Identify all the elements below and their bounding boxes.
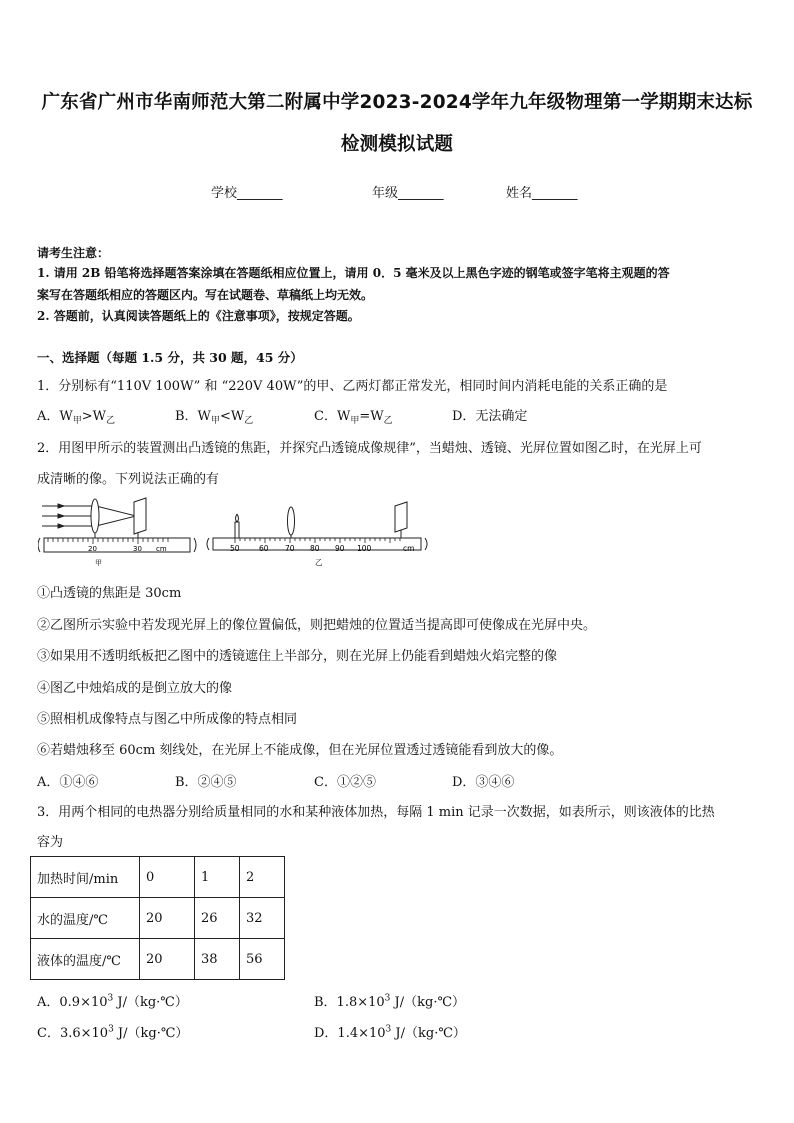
page-title: 广东省广州市华南师范大第二附属中学2023-2024学年九年级物理第一学期期末达标 xyxy=(41,92,753,113)
q2-statement-4: ④图乙中烛焰成的是倒立放大的像 xyxy=(37,681,233,696)
school-field[interactable]: 学校_______ xyxy=(211,186,283,201)
q3-data-table xyxy=(30,856,285,980)
ruler-tick-label: 30 xyxy=(133,545,142,553)
figure-yi xyxy=(205,494,429,570)
notice-item1: 1. 请用 2B 铅笔将选择题答案涂填在答题纸相应位置上，请用 0．5 毫米及以上黑色字迹的钢笔或签字笔将主观题的答 xyxy=(37,266,670,280)
table-cell: 38 xyxy=(195,939,240,980)
q2-option-c[interactable]: C．①②⑤ xyxy=(314,775,376,790)
table-row xyxy=(31,857,285,898)
ruler-tick-label: 60 xyxy=(259,544,269,553)
q2-statement-3: ③如果用不透明纸板把乙图中的透镜遮住上半部分，则在光屏上仍能看到蜡烛火焰完整的像 xyxy=(37,649,558,664)
ruler-tick-label: 20 xyxy=(88,545,97,553)
q2-statement-2: ②乙图所示实验中若发现光屏上的像位置偏低，则把蜡烛的位置适当提高即可使像成在光屏中央。 xyxy=(37,618,597,633)
ruler-unit: cm xyxy=(403,544,415,553)
table-cell: 加热时间/min xyxy=(31,857,140,898)
table-cell: 32 xyxy=(240,898,285,939)
table-row xyxy=(31,898,285,939)
q2-statement-1: ①凸透镜的焦距是 30cm xyxy=(37,586,182,601)
notice-heading: 请考生注意： xyxy=(37,246,110,260)
screen-icon xyxy=(395,502,407,532)
lens-icon xyxy=(91,499,99,533)
lens-icon xyxy=(288,507,295,535)
candle-icon xyxy=(235,522,239,538)
q3-stem-cont: 容为 xyxy=(37,835,64,850)
q2-statement-5: ⑤照相机成像特点与图乙中所成像的特点相同 xyxy=(37,712,298,727)
section-heading: 一、选择题（每题 1.5 分，共 30 题，45 分） xyxy=(37,350,303,365)
q2-option-a[interactable]: A．①④⑥ xyxy=(37,775,99,790)
q3-option-b[interactable]: B．$1.8\times 10^3$ J/（kg·℃） xyxy=(314,993,466,1010)
q2-stem-cont: 成清晰的像。下列说法正确的有 xyxy=(37,472,220,487)
flame-icon xyxy=(236,514,239,522)
table-cell: 2 xyxy=(240,857,285,898)
ruler-tick-label: 80 xyxy=(310,544,320,553)
table-cell: 1 xyxy=(195,857,240,898)
q3-option-a[interactable]: A．$0.9\times 10^3$ J/（kg·℃） xyxy=(37,993,188,1010)
q2-option-b[interactable]: B．②④⑤ xyxy=(175,775,237,790)
name-field[interactable]: 姓名_______ xyxy=(506,186,578,201)
ruler-unit: cm xyxy=(156,545,167,553)
q3-option-c[interactable]: C．$3.6\times 10^3$ J/（kg·℃） xyxy=(37,1024,189,1041)
q1-stem: 1．分别标有“110V 100W” 和 “220V 40W”的甲、乙两灯都正常发光，相同时间内消耗电能的关系正确的是 xyxy=(37,379,668,394)
q1-option-b[interactable]: B．$W_甲<W_乙$ xyxy=(175,409,254,426)
ruler-tick-label: 90 xyxy=(335,544,345,553)
q3-stem: 3．用两个相同的电热器分别给质量相同的水和某种液体加热，每隔 1 min 记录一次数据，如表所示，则该液体的比热 xyxy=(37,805,715,820)
table-cell: 0 xyxy=(140,857,195,898)
table-cell: 20 xyxy=(140,939,195,980)
table-cell: 水的温度/℃ xyxy=(31,898,140,939)
page-title-line2: 检测模拟试题 xyxy=(340,134,454,155)
ruler-tick-label: 70 xyxy=(285,544,295,553)
q2-stem: 2．用图甲所示的装置测出凸透镜的焦距，并探究凸透镜成像规律”，当蜡烛、透镜、光屏位置如图乙时，在光屏上可 xyxy=(37,441,702,456)
table-cell: 26 xyxy=(195,898,240,939)
grade-field[interactable]: 年级_______ xyxy=(372,186,444,201)
ruler-tick-label: 100 xyxy=(357,544,372,553)
q1-option-a[interactable]: A．$W_甲>W_乙$ xyxy=(37,409,116,426)
ruler-tick-label: 50 xyxy=(230,544,240,553)
q1-option-d[interactable]: D．无法确定 xyxy=(452,409,528,424)
notice-item1-cont: 案写在答题纸相应的答题区内。写在试题卷、草稿纸上均无效。 xyxy=(37,288,374,302)
table-cell: 20 xyxy=(140,898,195,939)
figure-jia xyxy=(38,494,198,570)
table-row xyxy=(31,939,285,980)
table-cell: 液体的温度/℃ xyxy=(31,939,140,980)
screen-icon xyxy=(134,498,146,534)
figure-label-yi: 乙 xyxy=(315,558,323,567)
figure-label-jia: 甲 xyxy=(95,559,102,567)
q2-statement-6: ⑥若蜡烛移至 60cm 刻线处，在光屏上不能成像，但在光屏位置透过透镜能看到放大的像。 xyxy=(37,743,563,758)
notice-item2: 2. 答题前，认真阅读答题纸上的《注意事项》，按规定答题。 xyxy=(37,309,360,323)
q3-option-d[interactable]: D．$1.4\times 10^3$ J/（kg·℃） xyxy=(314,1024,466,1041)
table-cell: 56 xyxy=(240,939,285,980)
q1-option-c[interactable]: C．$W_甲=W_乙$ xyxy=(314,409,393,426)
q2-option-d[interactable]: D．③④⑥ xyxy=(452,775,515,790)
